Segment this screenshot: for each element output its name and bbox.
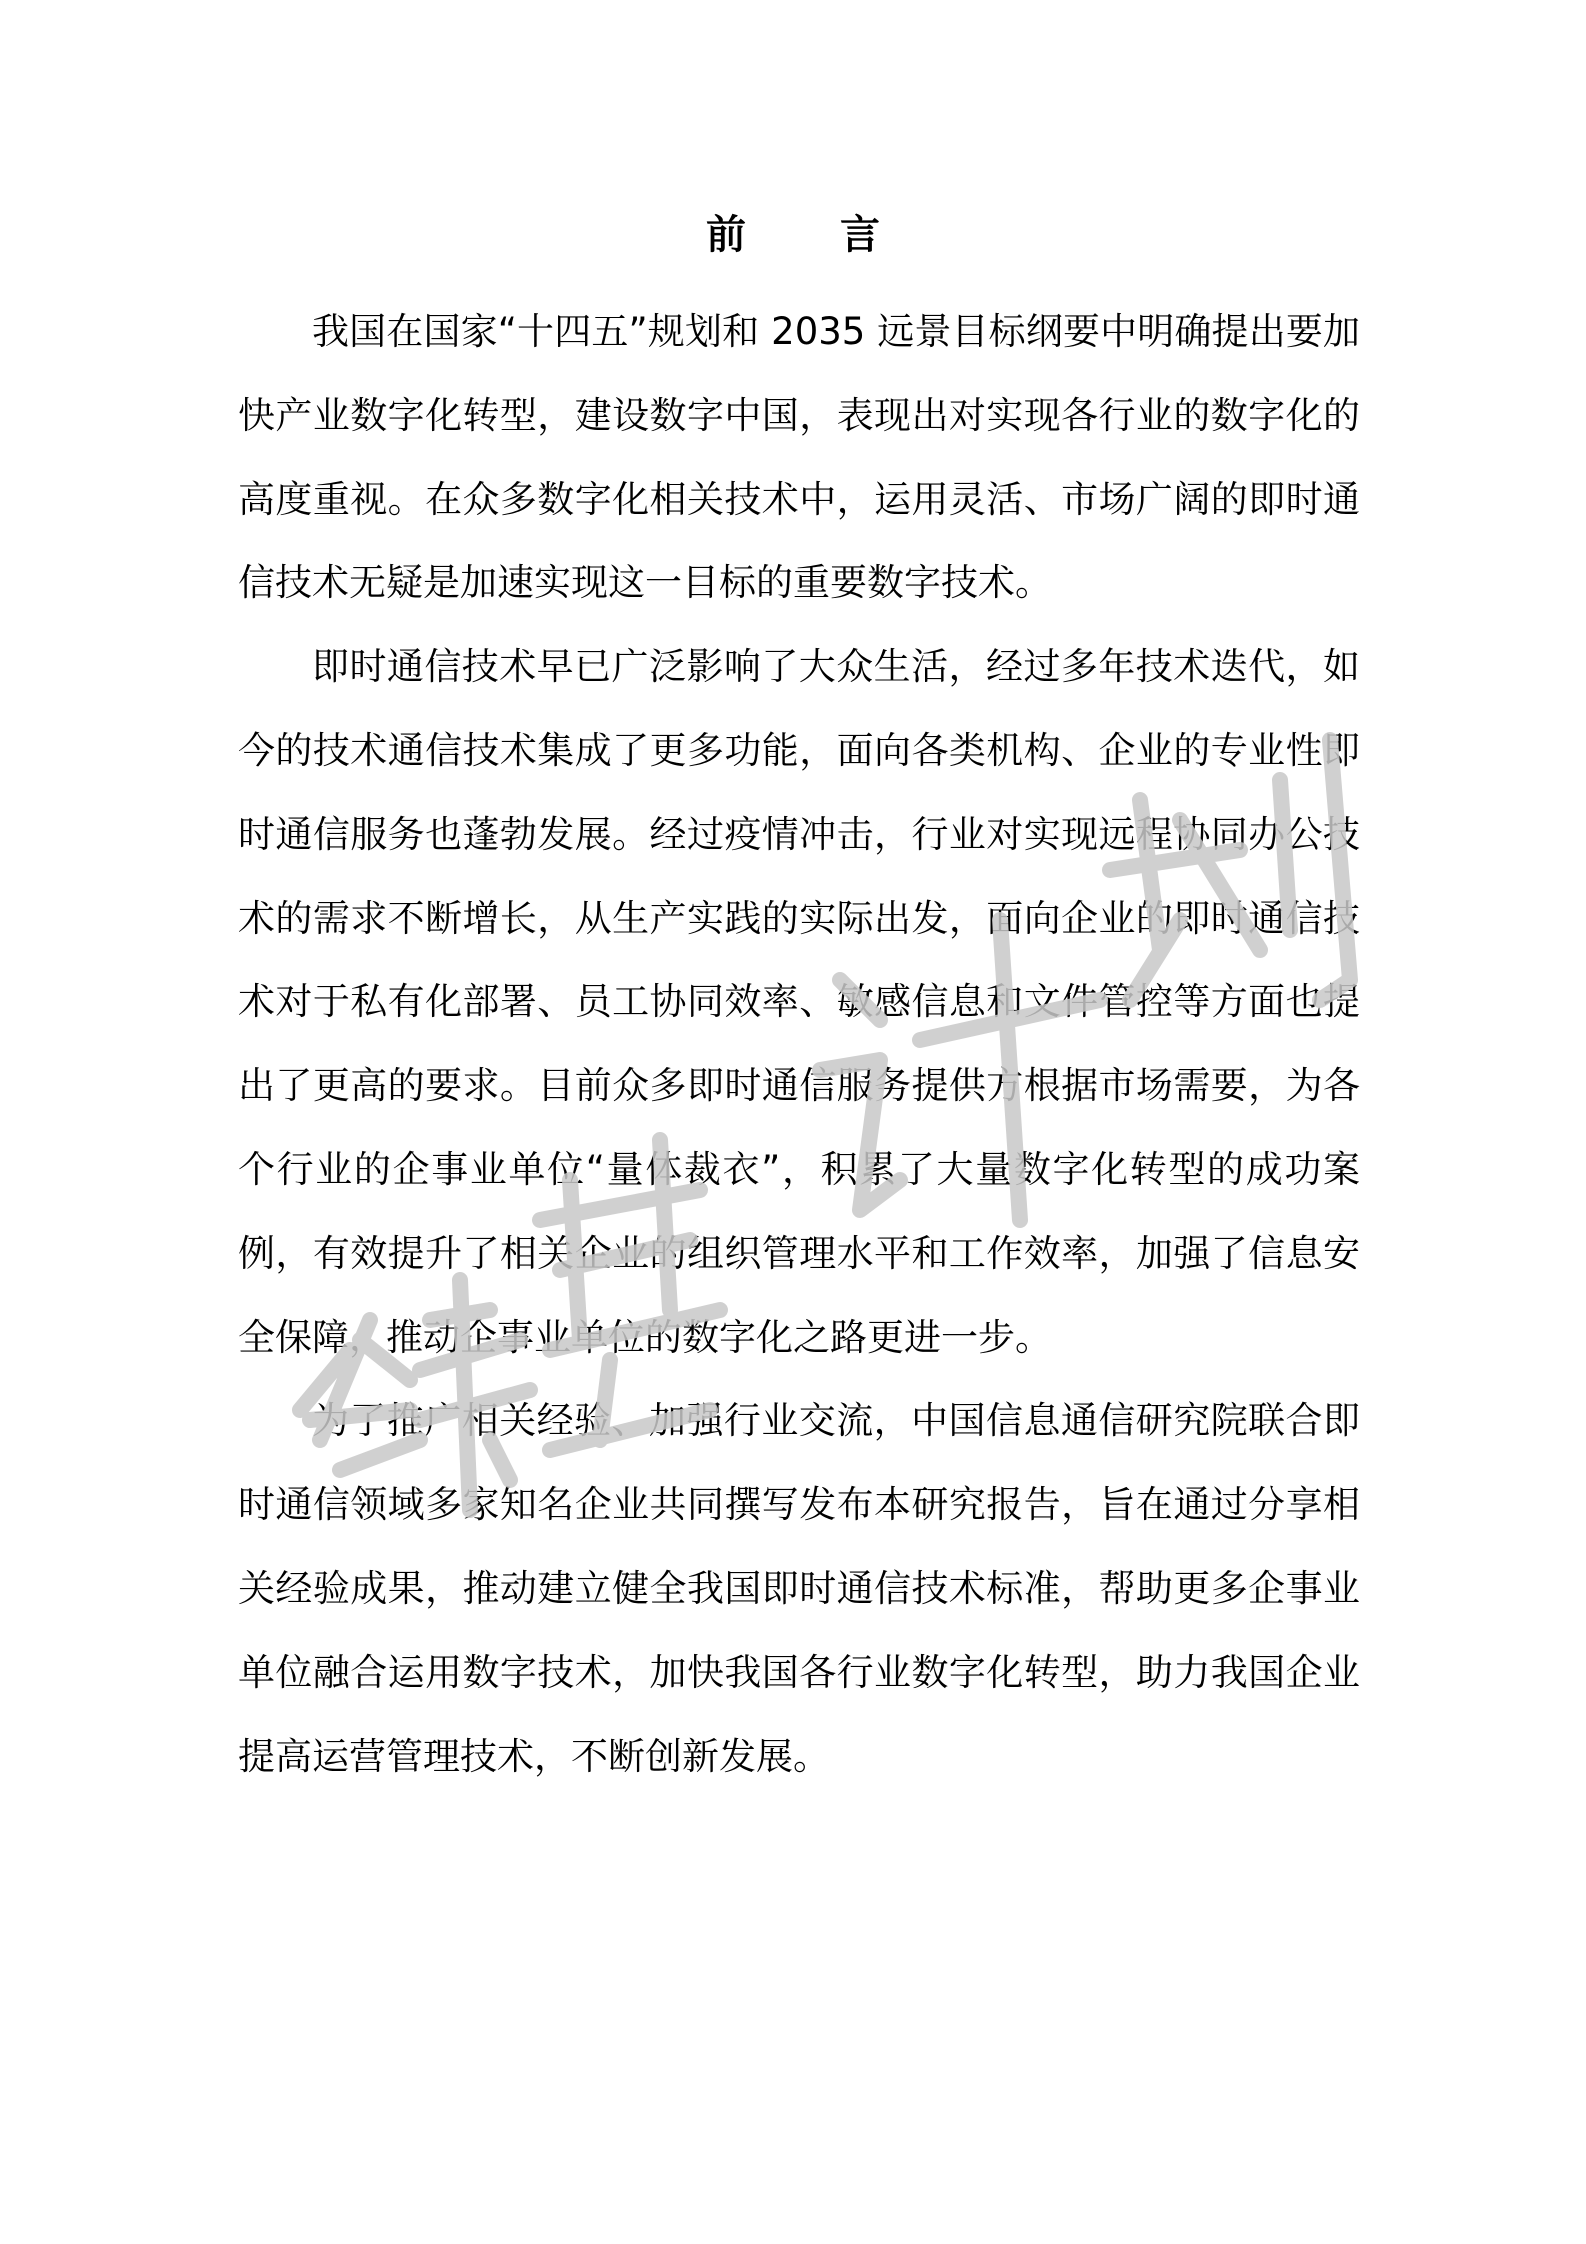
paragraph-2: 即时通信技术早已广泛影响了大众生活，经过多年技术迭代，如今的技术通信技术集成了更多功能，面向各类机构、企业的专业性即时通信服务也蓬勃发展。经过疫情冲击，行业对实现远程协同办公技术的需求不断增长，从生产实践的实际出发，面向企业的即时通信技术对于私有化部署、员工协同效率、敏感信息和文件管控等方面也提出了更高的要求。目前众多即时通信服务提供方根据市场需要，为各个行业的企事业单位“量体裁衣”，积累了大量数字化转型的成功案例，有效提升了相关企业的组织管理水平和工作效率，加强了信息安全保障，推动企事业单位的数字化之路更进一步。 [238,645,1360,1359]
paragraph-1: 我国在国家“十四五”规划和 2035 远景目标纲要中明确提出要加快产业数字化转型，建设数字中国，表现出对实现各行业的数字化的高度重视。在众多数字化相关技术中，运用灵活、市场广阔的即时通信技术无疑是加速实现这一目标的重要数字技术。 [238,310,1360,605]
page-title: 前 言 [706,212,920,258]
paragraph-3: 为了推广相关经验、加强行业交流，中国信息通信研究院联合即时通信领域多家知名企业共同撰写发布本研究报告，旨在通过分享相关经验成果，推动建立健全我国即时通信技术标准，帮助更多企事业单位融合运用数字技术，加快我国各行业数字化转型，助力我国企业提高运营管理技术，不断创新发展。 [238,1399,1360,1778]
body-text [238,290,1360,1798]
